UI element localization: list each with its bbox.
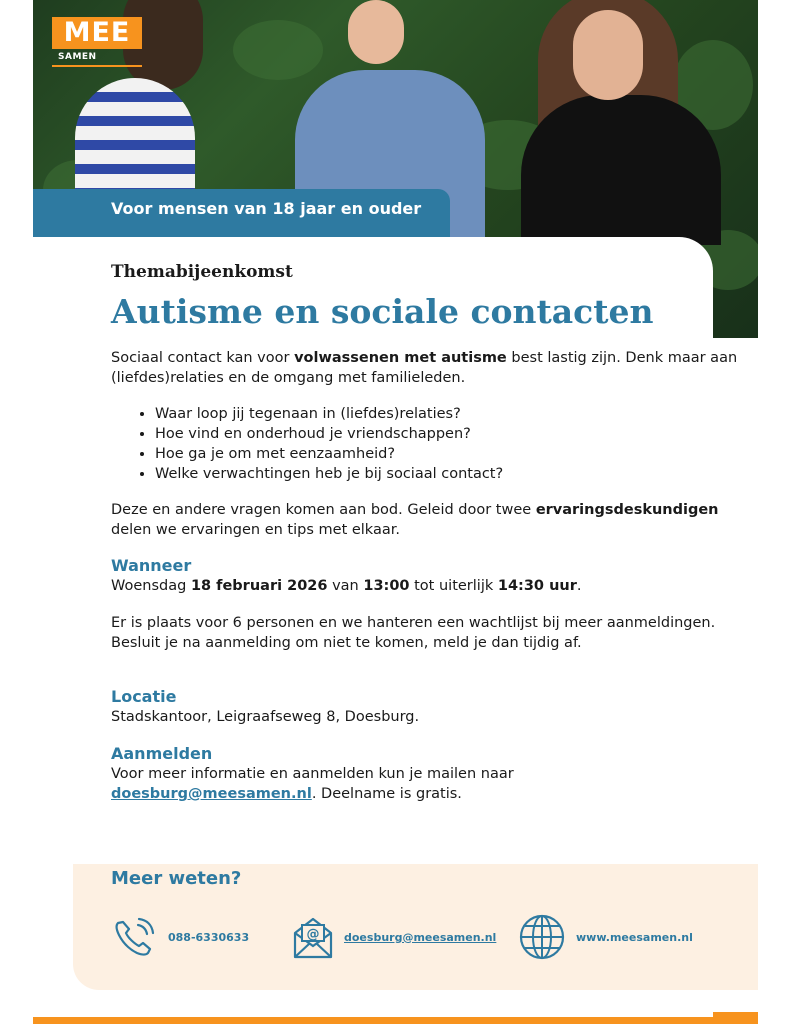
page-title: Autisme en sociale contacten	[111, 292, 654, 331]
audience-banner: Voor mensen van 18 jaar en ouder	[33, 189, 450, 237]
person-right-face	[573, 10, 643, 100]
list-item: • Welke verwachtingen heb je bij sociaal contact?	[155, 464, 503, 484]
list-item: • Hoe vind en onderhoud je vriendschappen?	[155, 424, 503, 444]
email-link[interactable]: doesburg@meesamen.nl	[111, 786, 312, 802]
section-wanneer	[111, 556, 731, 596]
contact-website	[518, 913, 693, 961]
person-right	[521, 95, 721, 245]
logo-sub: SAMEN	[58, 52, 97, 62]
header-block	[111, 262, 741, 332]
mee-logo	[52, 17, 142, 69]
intro-text: Sociaal contact kan voor volwassenen met autisme best lastig zijn. Denk maar aan (liefdes)relaties en de omgang met familieleden.	[111, 350, 738, 386]
locatie-heading: Locatie	[111, 687, 177, 706]
logo-underline	[52, 65, 142, 67]
contact-email-link[interactable]: doesburg@meesamen.nl	[344, 930, 497, 944]
contact-phone	[110, 913, 249, 961]
website-link[interactable]: www.meesamen.nl	[576, 930, 693, 944]
list-item: • Hoe ga je om met eenzaamheid?	[155, 444, 503, 464]
section-aanmelden	[111, 744, 731, 804]
aanmelden-text: Voor meer informatie en aanmelden kun je mailen naar doesburg@meesamen.nl. Deelname is gratis.	[111, 766, 514, 802]
kicker: Themabijeenkomst	[111, 262, 293, 282]
meer-weten-heading: Meer weten?	[111, 868, 242, 889]
phone-number: 088-6330633	[168, 930, 250, 944]
logo-text: MEE	[52, 17, 142, 49]
question-list	[111, 404, 503, 484]
list-item: • Waar loop jij tegenaan in (liefdes)relaties?	[155, 404, 503, 424]
capacity-text: Er is plaats voor 6 personen en we hanteren een wachtlijst bij meer aanmeldingen. Besluit je na aanmelding om niet te komen, meld je dan tijdig af.	[111, 615, 716, 651]
contact-email	[292, 913, 496, 961]
phone-icon	[110, 913, 158, 961]
wanneer-heading: Wanneer	[111, 556, 192, 575]
email-icon	[292, 913, 334, 961]
section-locatie	[111, 687, 731, 727]
locatie-text: Stadskantoor, Leigraafseweg 8, Doesburg.	[111, 709, 420, 725]
globe-icon	[518, 913, 566, 961]
discussion-text: Deze en andere vragen komen aan bod. Geleid door twee ervaringsdeskundigen delen we ervaringen en tips met elkaar.	[111, 502, 719, 538]
svg-text:@: @	[306, 927, 320, 942]
aanmelden-heading: Aanmelden	[111, 744, 213, 763]
wanneer-text: Woensdag 18 februari 2026 van 13:00 tot uiterlijk 14:30 uur.	[111, 578, 582, 594]
person-middle-head	[348, 0, 404, 64]
